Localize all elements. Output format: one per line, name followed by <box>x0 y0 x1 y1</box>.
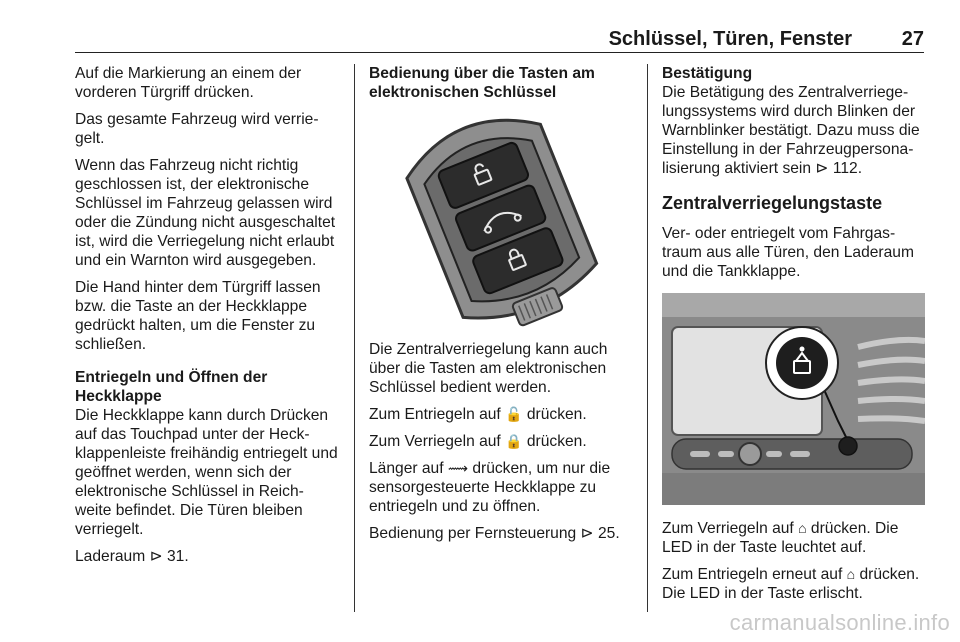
watermark: carmanualsonline.info <box>729 610 950 635</box>
column-right <box>662 64 927 611</box>
tailgate-icon: ⟿ <box>447 460 468 476</box>
crossref-link[interactable]: 25. <box>597 525 620 542</box>
section-heading-central-lock-button: Zentralverriegelungstaste <box>662 193 883 213</box>
paragraph-tailgate: Länger auf ⟿ drücken, um nur die sensorgesteuerte Heckklappe zu entriegeln und zu öffnen. <box>369 460 611 515</box>
paragraph-crossref: Die Betätigung des Zentralverriege- lungssystems wird durch Blinken der Warnblinker bestätigt. Dazu muss die Einstellung in der Fahrzeugpersona- lisierung aktiviert sein ⊳ 112. <box>662 84 920 177</box>
paragraph: Die Heckklappe kann durch Drücken auf das Touchpad unter der Heck- klappenleiste freihändig entriegelt und geöffnet werden, wenn sich der elektronische Schlüssel in Reich- weite befindet. Die Türen bleiben verriegelt. <box>75 407 338 538</box>
paragraph: Das gesamte Fahrzeug wird verrie- gelt. <box>75 111 319 147</box>
electronic-key-figure <box>369 106 633 332</box>
central-lock-icon: ⌂ <box>846 566 856 582</box>
paragraph-lock: Zum Verriegeln auf ⌂ drücken. Die LED in der Taste leuchtet auf. <box>662 520 899 556</box>
paragraph: Die Hand hinter dem Türgriff lassen bzw. die Taste an der Heckklappe gedrückt halten, um die Fenster zu schließen. <box>75 279 321 353</box>
column-left <box>75 64 343 574</box>
crossref-link[interactable]: 112. <box>832 160 863 177</box>
paragraph-unlock: Zum Entriegeln erneut auf ⌂ drücken. Die LED in der Taste erlischt. <box>662 566 920 602</box>
unlock-icon: 🔓 <box>505 406 523 422</box>
column-divider <box>354 64 355 612</box>
column-divider <box>647 64 648 612</box>
crossref-arrow-icon: ⊳ <box>580 525 594 542</box>
section-heading-confirmation: Bestätigung <box>662 65 753 82</box>
page-number: 27 <box>901 28 924 50</box>
paragraph-crossref: Laderaum ⊳ 31. <box>75 548 189 565</box>
paragraph: Wenn das Fahrzeug nicht richtig geschlossen ist, der elektronische Schlüssel im Fahrzeug gelassen wird oder die Zündung nicht ausgeschaltet ist, wird die Verriegelung nicht erlaubt und ein Warnton wird ausgegeben. <box>75 157 336 269</box>
section-heading-key-buttons: Bedienung über die Tasten am elektronischen Schlüssel <box>369 65 595 101</box>
paragraph-unlock: Zum Entriegeln auf 🔓 drücken. <box>369 406 587 423</box>
paragraph-crossref: Bedienung per Fernsteuerung ⊳ 25. <box>369 525 620 542</box>
crossref-arrow-icon: ⊳ <box>149 548 163 565</box>
crossref-arrow-icon: ⊳ <box>815 160 829 177</box>
paragraph: Ver- oder entriegelt vom Fahrgas- traum aus alle Türen, den Laderaum und die Tankklappe. <box>662 225 914 280</box>
chapter-title: Schlüssel, Türen, Fenster <box>608 28 852 50</box>
paragraph: Auf die Markierung an einem der vorderen Türgriff drücken. <box>75 65 302 101</box>
section-heading-unlock-tailgate: Entriegeln und Öffnen der Heckklappe <box>75 369 268 405</box>
dashboard-central-lock-figure <box>662 293 925 505</box>
lock-icon: 🔒 <box>505 433 523 449</box>
central-lock-icon: ⌂ <box>798 520 807 536</box>
column-middle <box>369 64 633 551</box>
page-header <box>75 26 924 53</box>
crossref-link[interactable]: 31. <box>166 548 189 565</box>
paragraph: Die Zentralverriegelung kann auch über die Tasten am elektronischen Schlüssel bedient werden. <box>369 341 608 396</box>
paragraph-lock: Zum Verriegeln auf 🔒 drücken. <box>369 433 587 450</box>
